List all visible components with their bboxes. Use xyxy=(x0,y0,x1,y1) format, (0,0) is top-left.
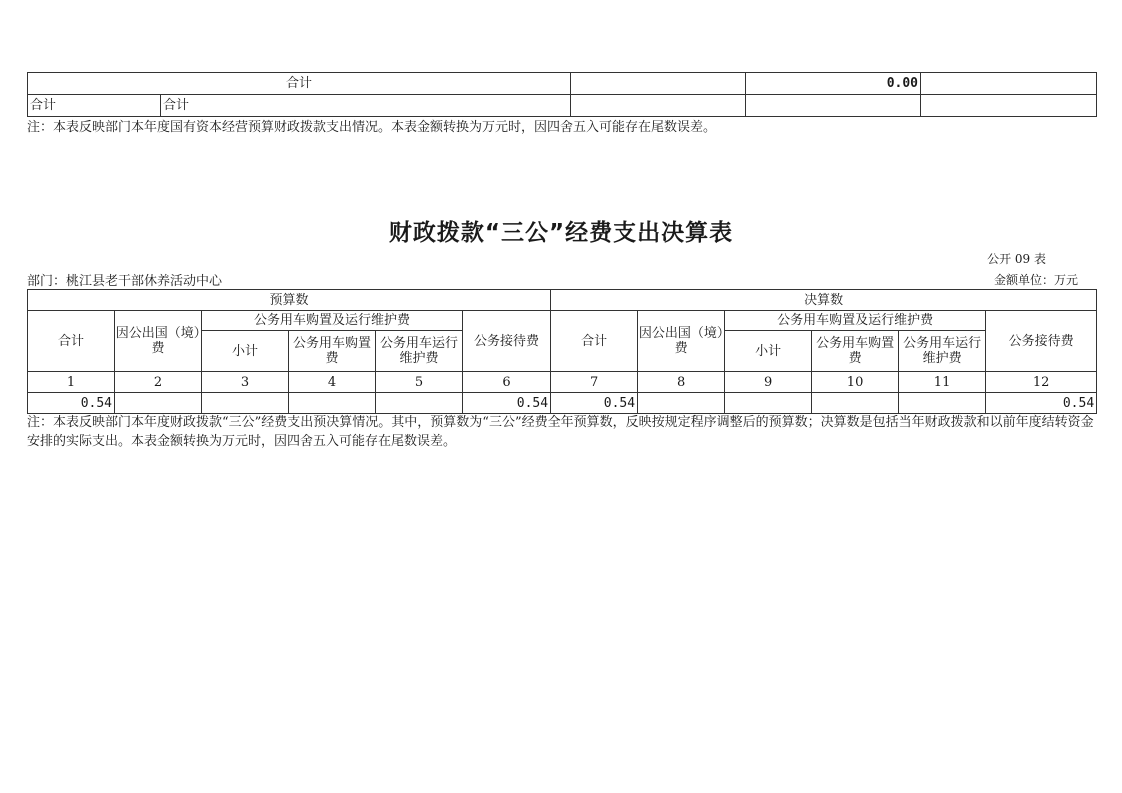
col-total: 合计 xyxy=(551,311,638,372)
three-public-expense-table xyxy=(27,289,1097,414)
value-cell: 0.54 xyxy=(28,393,115,414)
col-subtotal: 小计 xyxy=(202,331,289,372)
column-index: 4 xyxy=(289,372,376,393)
value-cell xyxy=(376,393,463,414)
row-label: 合计 xyxy=(161,95,571,117)
col-total: 合计 xyxy=(28,311,115,372)
table-row xyxy=(28,73,1097,95)
table-cell xyxy=(571,95,746,117)
value-cell xyxy=(899,393,986,414)
col-operation: 公务用车运行维护费 xyxy=(376,331,463,372)
page-title: 财政拨款“三公”经费支出决算表 xyxy=(388,220,734,246)
column-index: 12 xyxy=(986,372,1097,393)
table-cell xyxy=(746,95,921,117)
row-label: 合计 xyxy=(28,95,161,117)
value-cell xyxy=(202,393,289,414)
final-header: 决算数 xyxy=(551,290,1097,311)
department-label: 部门：桃江县老干部休养活动中心 xyxy=(27,274,223,289)
value-cell: 0.54 xyxy=(551,393,638,414)
value-cell: 0.54 xyxy=(986,393,1097,414)
value-cell xyxy=(115,393,202,414)
unit-label: 金额单位：万元 xyxy=(993,273,1078,287)
col-abroad: 因公出国（境）费 xyxy=(115,311,202,372)
header-row xyxy=(28,311,1097,331)
col-subtotal: 小计 xyxy=(725,331,812,372)
index-row xyxy=(28,372,1097,393)
column-index: 6 xyxy=(463,372,551,393)
column-index: 11 xyxy=(899,372,986,393)
table-cell xyxy=(921,73,1097,95)
value-cell xyxy=(725,393,812,414)
column-index: 8 xyxy=(638,372,725,393)
state-capital-table xyxy=(27,72,1097,117)
value-row xyxy=(28,393,1097,414)
value-cell xyxy=(289,393,376,414)
budget-header: 预算数 xyxy=(28,290,551,311)
col-abroad: 因公出国（境）费 xyxy=(638,311,725,372)
total-label: 合计 xyxy=(28,73,571,95)
col-vehicle-group: 公务用车购置及运行维护费 xyxy=(725,311,986,331)
table-cell xyxy=(571,73,746,95)
col-operation: 公务用车运行维护费 xyxy=(899,331,986,372)
col-reception: 公务接待费 xyxy=(986,311,1097,372)
column-index: 7 xyxy=(551,372,638,393)
total-value: 0.00 xyxy=(746,73,921,95)
value-cell xyxy=(638,393,725,414)
col-purchase: 公务用车购置费 xyxy=(812,331,899,372)
value-cell xyxy=(812,393,899,414)
col-reception: 公务接待费 xyxy=(463,311,551,372)
column-index: 5 xyxy=(376,372,463,393)
col-vehicle-group: 公务用车购置及运行维护费 xyxy=(202,311,463,331)
column-index: 2 xyxy=(115,372,202,393)
column-index: 3 xyxy=(202,372,289,393)
column-index: 1 xyxy=(28,372,115,393)
header-row xyxy=(28,290,1097,311)
note-text: 注：本表反映部门本年度财政拨款“三公”经费支出预决算情况。其中，预算数为“三公”经费全年预算数，反映按规定程序调整后的预算数；决算数是包括当年财政拨款和以前年度结转资金安排的实际支出。本表金额转换为万元时，因四舍五入可能存在尾数误差。 xyxy=(27,415,1094,449)
col-purchase: 公务用车购置费 xyxy=(289,331,376,372)
table-cell xyxy=(921,95,1097,117)
value-cell: 0.54 xyxy=(463,393,551,414)
column-index: 10 xyxy=(812,372,899,393)
table-row xyxy=(28,95,1097,117)
note-text: 注：本表反映部门本年度国有资本经营预算财政拨款支出情况。本表金额转换为万元时，因四舍五入可能存在尾数误差。 xyxy=(27,120,717,135)
column-index: 9 xyxy=(725,372,812,393)
form-number: 公开 09 表 xyxy=(987,252,1046,266)
